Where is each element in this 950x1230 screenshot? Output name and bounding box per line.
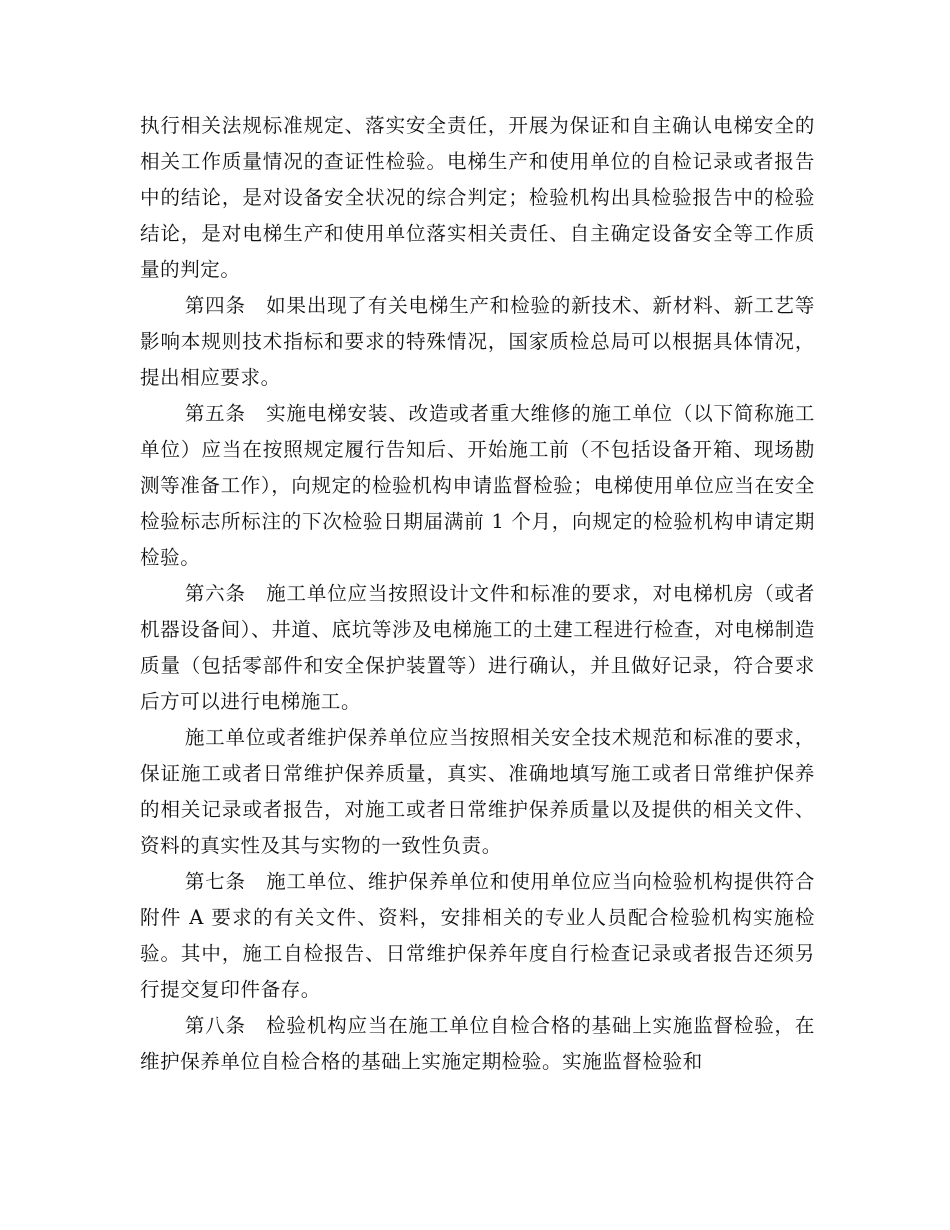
paragraph-article-7: 第七条 施工单位、维护保养单位和使用单位应当向检验机构提供符合附件 A 要求的有关文件、资料，安排相关的专业人员配合检验机构实施检验。其中，施工自检报告、日常维护保养年度自行检查记录或者报告还须另行提交复印件备存。 (140, 870, 815, 1001)
paragraph-article-4: 第四条 如果出现了有关电梯生产和检验的新技术、新材料、新工艺等影响本规则技术指标和要求的特殊情况，国家质检总局可以根据具体情况，提出相应要求。 (140, 294, 815, 389)
paragraph-article-6: 第六条 施工单位应当按照设计文件和标准的要求，对电梯机房（或者机器设备间）、井道、底坑等涉及电梯施工的土建工程进行检查，对电梯制造质量（包括零部件和安全保护装置等）进行确认，并且做好记录，符合要求后方可以进行电梯施工。 (140, 582, 815, 713)
paragraph-article-8: 第八条 检验机构应当在施工单位自检合格的基础上实施监督检验，在维护保养单位自检合格的基础上实施定期检验。实施监督检验和 (140, 1014, 815, 1073)
paragraph-article-5: 第五条 实施电梯安装、改造或者重大维修的施工单位（以下简称施工单位）应当在按照规定履行告知后、开始施工前（不包括设备开箱、现场勘测等准备工作），向规定的检验机构申请监督检验；电梯使用单位应当在安全检验标志所标注的下次检验日期届满前 1 个月，向规定的检验机构申请定期检验。 (140, 402, 815, 569)
paragraph-continuation: 执行相关法规标准规定、落实安全责任，开展为保证和自主确认电梯安全的相关工作质量情况的查证性检验。电梯生产和使用单位的自检记录或者报告中的结论，是对设备安全状况的综合判定；检验机构出具检验报告中的检验结论，是对电梯生产和使用单位落实相关责任、自主确定设备安全等工作质量的判定。 (140, 114, 815, 281)
paragraph-article-6-continued: 施工单位或者维护保养单位应当按照相关安全技术规范和标准的要求，保证施工或者日常维护保养质量，真实、准确地填写施工或者日常维护保养的相关记录或者报告，对施工或者日常维护保养质量以及提供的相关文件、资料的真实性及其与实物的一致性负责。 (140, 726, 815, 857)
